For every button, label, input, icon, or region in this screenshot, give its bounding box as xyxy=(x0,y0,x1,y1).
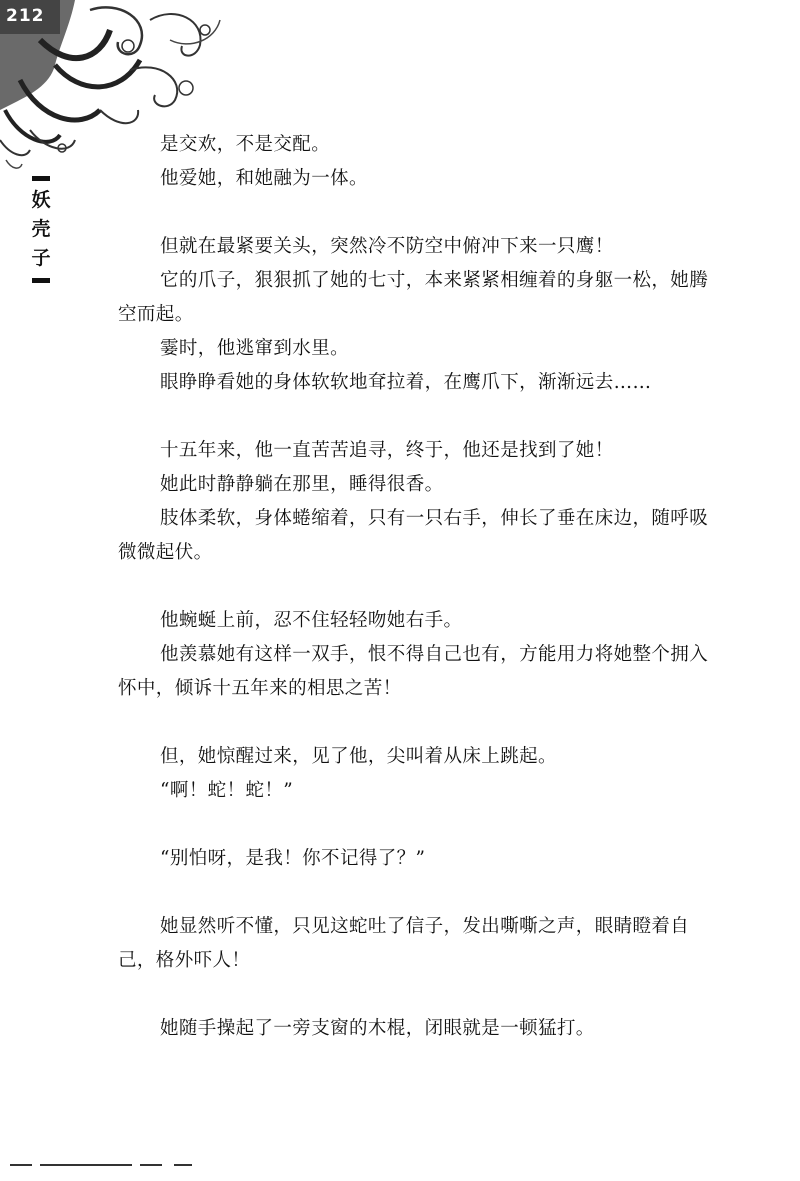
paragraph: 肢体柔软，身体蜷缩着，只有一只右手，伸长了垂在床边，随呼吸微微起伏。 xyxy=(118,508,709,563)
paragraph: “啊！蛇！蛇！” xyxy=(160,780,294,801)
footer-rule-segment xyxy=(10,1164,32,1166)
body-text xyxy=(118,128,718,1046)
paragraph: 她显然听不懂，只见这蛇吐了信子，发出嘶嘶之声，眼睛瞪着自己，格外吓人！ xyxy=(118,916,690,971)
footer-rule-segment xyxy=(174,1164,192,1166)
paragraph: 霎时，他逃窜到水里。 xyxy=(160,338,350,359)
paragraph: 他蜿蜒上前，忍不住轻轻吻她右手。 xyxy=(160,610,463,631)
paragraph: “别怕呀，是我！你不记得了？” xyxy=(160,848,426,869)
footer-rule-segment xyxy=(40,1164,132,1166)
paragraph: 他羡慕她有这样一双手，恨不得自己也有，方能用力将她整个拥入怀中，倾诉十五年来的相思之苦！ xyxy=(118,644,709,699)
page-number: 212 xyxy=(6,6,45,26)
paragraph: 但，她惊醒过来，见了他，尖叫着从床上跳起。 xyxy=(160,746,557,767)
paragraph: 是交欢，不是交配。 xyxy=(160,134,331,155)
side-title xyxy=(30,176,52,283)
side-title-top-bar xyxy=(32,176,50,181)
paragraph: 他爱她，和她融为一体。 xyxy=(160,168,368,189)
side-title-char: 妖 xyxy=(31,189,51,211)
paragraph: 她此时静静躺在那里，睡得很香。 xyxy=(160,474,444,495)
paragraph: 眼睁睁看她的身体软软地耷拉着，在鹰爪下，渐渐远去…… xyxy=(160,372,652,393)
footer-rule-segment xyxy=(140,1164,162,1166)
paragraph: 十五年来，他一直苦苦追寻，终于，他还是找到了她！ xyxy=(160,440,614,461)
paragraph: 她随手操起了一旁支窗的木棍，闭眼就是一顿猛打。 xyxy=(160,1018,595,1039)
side-title-char: 子 xyxy=(31,247,51,269)
side-title-bottom-bar xyxy=(32,278,50,283)
paragraph: 它的爪子，狠狠抓了她的七寸，本来紧紧相缠着的身躯一松，她腾空而起。 xyxy=(118,270,709,325)
side-title-char: 壳 xyxy=(31,218,51,240)
paragraph: 但就在最紧要关头，突然冷不防空中俯冲下来一只鹰！ xyxy=(160,236,614,257)
